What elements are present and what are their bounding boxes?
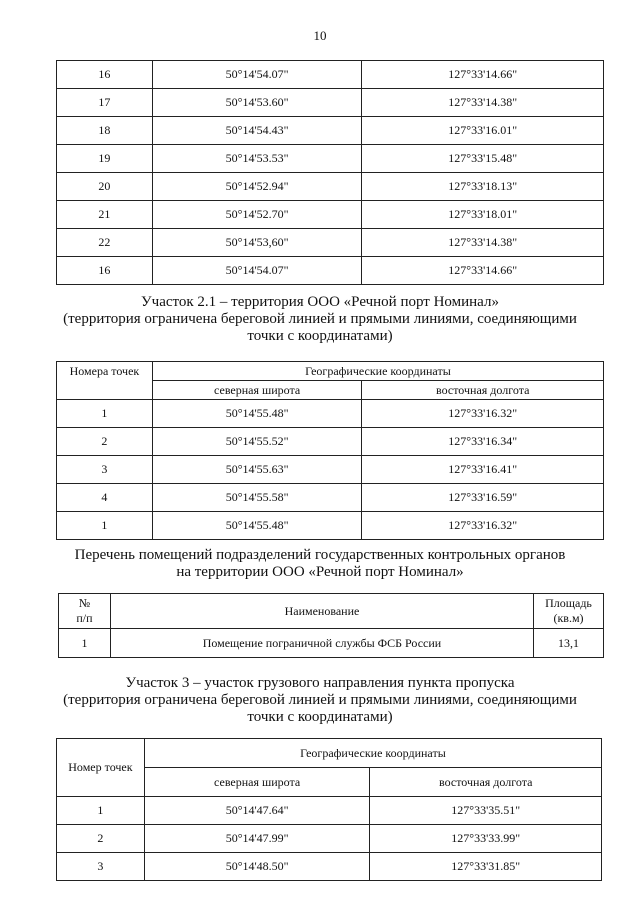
table-cell: 127°33'16.59" <box>362 484 604 512</box>
section-3-title: Участок 3 – участок грузового направления пункта пропуска <box>125 675 515 691</box>
table-row <box>57 400 604 428</box>
table-cell: 50°14'55.48" <box>152 512 362 540</box>
table-cell: 1 <box>57 400 153 428</box>
table-cell: 3 <box>57 456 153 484</box>
points-header: Номер точек <box>57 739 145 797</box>
area-header-unit: (кв.м) <box>553 611 584 625</box>
table-cell: 19 <box>57 145 153 173</box>
section-3-note-cont: точки с координатами) <box>247 709 393 725</box>
longitude-header: восточная долгота <box>370 768 602 797</box>
table-row <box>57 201 604 229</box>
longitude-header: восточная долгота <box>362 381 604 400</box>
number-header-abbr: п/п <box>76 611 93 625</box>
table-cell: 127°33'31.85" <box>370 853 602 881</box>
table-cell: 50°14'55.48" <box>152 400 362 428</box>
table-row <box>57 512 604 540</box>
table-cell: 2 <box>57 428 153 456</box>
table-cell: 21 <box>57 201 153 229</box>
coordinates-table-section-2 <box>56 60 604 285</box>
table-cell: 18 <box>57 117 153 145</box>
table-row <box>57 145 604 173</box>
table-cell: 1 <box>57 797 145 825</box>
table-cell: 50°14'54.07" <box>152 61 362 89</box>
table-cell: 1 <box>59 629 111 658</box>
table-row <box>57 797 602 825</box>
page-number: 10 <box>313 28 327 43</box>
table-cell: 50°14'48.50" <box>144 853 370 881</box>
section-3-note: (территория ограничена береговой линией и прямыми линиями, соединяющими <box>63 692 577 708</box>
name-header: Наименование <box>110 594 533 629</box>
table-cell: 127°33'35.51" <box>370 797 602 825</box>
table-cell: 13,1 <box>534 629 604 658</box>
table-cell: Помещение пограничной службы ФСБ России <box>110 629 533 658</box>
table-cell: 127°33'16.01" <box>362 117 604 145</box>
table-row <box>57 257 604 285</box>
table-cell: 127°33'14.66" <box>362 257 604 285</box>
table-cell: 127°33'18.01" <box>362 201 604 229</box>
table-cell: 127°33'14.38" <box>362 229 604 257</box>
latitude-header: северная широта <box>144 768 370 797</box>
table-cell: 50°14'52.94" <box>152 173 362 201</box>
table-cell: 127°33'16.41" <box>362 456 604 484</box>
premises-list-heading <box>0 547 640 581</box>
coordinates-table-section-2-1 <box>56 361 604 540</box>
geo-coordinates-header: Географические координаты <box>144 739 601 768</box>
table-cell: 127°33'16.32" <box>362 512 604 540</box>
section-2-1-note-cont: точки с координатами) <box>247 328 393 344</box>
table-row <box>57 428 604 456</box>
table-cell: 127°33'33.99" <box>370 825 602 853</box>
area-header <box>534 594 604 629</box>
table-row <box>57 117 604 145</box>
number-header <box>59 594 111 629</box>
table-cell: 127°33'16.32" <box>362 400 604 428</box>
table-cell: 16 <box>57 257 153 285</box>
table-cell: 127°33'14.38" <box>362 89 604 117</box>
table-cell: 50°14'55.58" <box>152 484 362 512</box>
table-cell: 50°14'53.60" <box>152 89 362 117</box>
table-cell: 50°14'47.64" <box>144 797 370 825</box>
table-row <box>59 629 604 658</box>
table-cell: 50°14'53,60" <box>152 229 362 257</box>
premises-list-subtitle: на территории ООО «Речной порт Номинал» <box>176 564 464 580</box>
table-cell: 22 <box>57 229 153 257</box>
section-3-heading <box>0 675 640 726</box>
table-cell: 127°33'18.13" <box>362 173 604 201</box>
table-cell: 50°14'55.52" <box>152 428 362 456</box>
number-header-symbol: № <box>78 596 91 610</box>
table-cell: 4 <box>57 484 153 512</box>
table-cell: 50°14'52.70" <box>152 201 362 229</box>
table-row <box>57 484 604 512</box>
table-row <box>57 173 604 201</box>
premises-list-title: Перечень помещений подразделений государственных контрольных органов <box>74 547 566 563</box>
table-cell: 1 <box>57 512 153 540</box>
table-cell: 127°33'14.66" <box>362 61 604 89</box>
table-row <box>57 825 602 853</box>
area-header-label: Площадь <box>545 596 592 610</box>
section-2-1-title: Участок 2.1 – территория ООО «Речной порт Номинал» <box>141 294 499 310</box>
table-cell: 127°33'15.48" <box>362 145 604 173</box>
premises-table <box>58 593 604 658</box>
table-cell: 2 <box>57 825 145 853</box>
table-cell: 16 <box>57 61 153 89</box>
table-cell: 3 <box>57 853 145 881</box>
points-header: Номера точек <box>57 362 153 400</box>
table-cell: 50°14'54.07" <box>152 257 362 285</box>
table-row <box>57 61 604 89</box>
geo-coordinates-header: Географические координаты <box>152 362 603 381</box>
table-row <box>57 456 604 484</box>
table-row <box>57 229 604 257</box>
table-cell: 127°33'16.34" <box>362 428 604 456</box>
table-cell: 50°14'54.43" <box>152 117 362 145</box>
table-cell: 50°14'53.53" <box>152 145 362 173</box>
table-cell: 17 <box>57 89 153 117</box>
section-2-1-note: (территория ограничена береговой линией и прямыми линиями, соединяющими <box>63 311 577 327</box>
latitude-header: северная широта <box>152 381 362 400</box>
table-cell: 20 <box>57 173 153 201</box>
table-row <box>57 89 604 117</box>
section-2-1-heading <box>0 294 640 345</box>
table-cell: 50°14'55.63" <box>152 456 362 484</box>
table-row <box>57 853 602 881</box>
coordinates-table-section-3 <box>56 738 602 881</box>
table-cell: 50°14'47.99" <box>144 825 370 853</box>
